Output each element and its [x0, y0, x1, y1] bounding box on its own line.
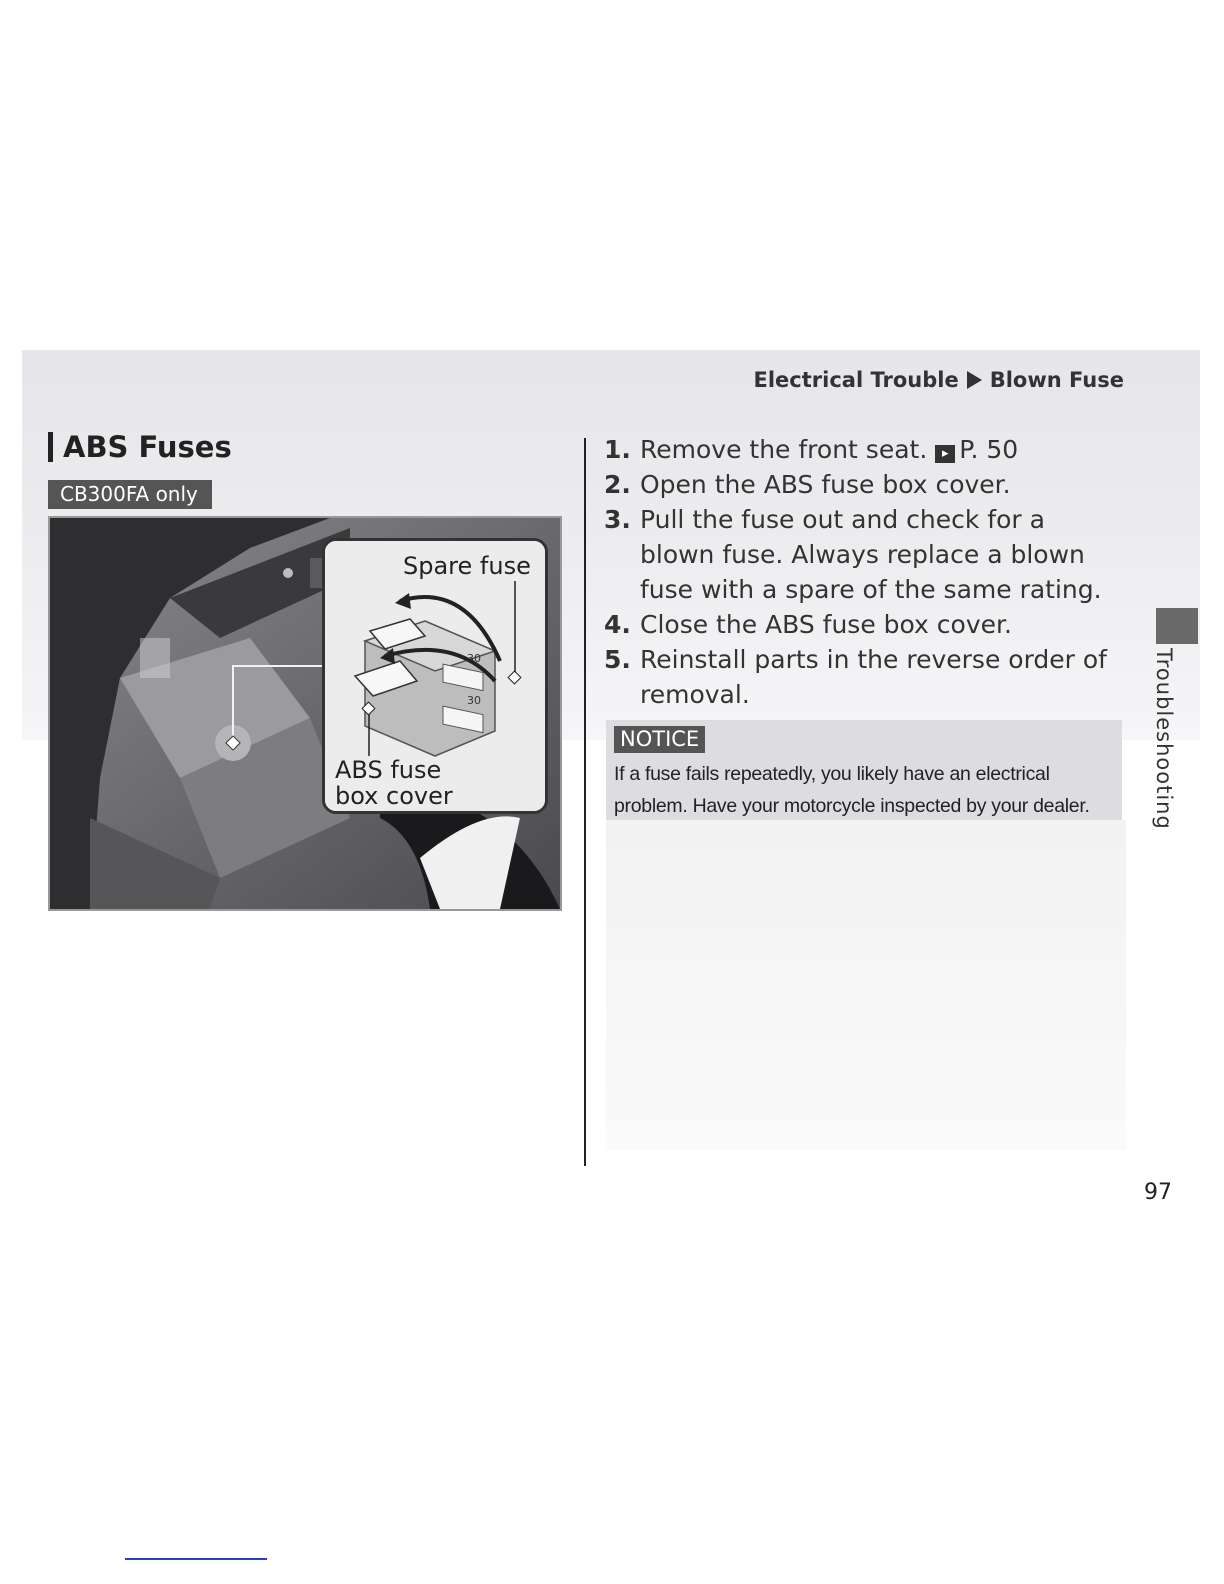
- step-text: Pull the fuse out and check for a blown fuse. Always replace a blown fuse with a spare of the same rating.: [640, 505, 1102, 604]
- abs-fuse-cover-label-line2: box cover: [335, 782, 453, 810]
- procedure-steps: [604, 432, 1124, 712]
- breadcrumb-arrow-icon: [967, 371, 982, 389]
- section-title-text: ABS Fuses: [63, 430, 232, 464]
- step-item: [604, 432, 1124, 467]
- notice-tag: NOTICE: [614, 726, 705, 753]
- notice-text: If a fuse fails repeatedly, you likely have an electrical problem. Have your motorcycle inspected by your dealer.: [614, 763, 1090, 817]
- breadcrumb: [754, 368, 1124, 392]
- step-item: [604, 642, 1124, 712]
- step-number: 2.: [604, 470, 631, 499]
- step-text: Reinstall parts in the reverse order of removal.: [640, 645, 1107, 709]
- bleed-through-area: [606, 820, 1126, 1150]
- column-divider: [584, 438, 586, 1166]
- model-badge: CB300FA only: [48, 480, 212, 509]
- step-text-body: Remove the front seat.: [640, 435, 928, 464]
- step-number: 4.: [604, 610, 631, 639]
- spare-fuse-label: Spare fuse: [403, 552, 531, 580]
- step-text: Close the ABS fuse box cover.: [640, 610, 1012, 639]
- page-number: 97: [1144, 1180, 1172, 1205]
- breadcrumb-current: Blown Fuse: [989, 368, 1124, 392]
- step-number: 3.: [604, 505, 631, 534]
- step-number: 1.: [604, 435, 631, 464]
- page-ref-icon: ▸: [935, 445, 955, 463]
- side-tab-label: Troubleshooting: [1152, 648, 1176, 830]
- page-ref-link[interactable]: P. 50: [959, 435, 1019, 464]
- fuse-rating-2: 30: [467, 694, 481, 707]
- fuse-rating-1: 30: [467, 652, 481, 665]
- abs-fuse-cover-label-line1: ABS fuse: [335, 756, 442, 784]
- step-number: 5.: [604, 645, 631, 674]
- step-item: [604, 607, 1124, 642]
- footer-rule: [125, 1558, 267, 1560]
- notice-box: [606, 720, 1122, 820]
- breadcrumb-parent: Electrical Trouble: [753, 368, 959, 392]
- section-marker-icon: [48, 432, 53, 462]
- fuse-box-callout: [322, 538, 548, 814]
- side-tab-marker[interactable]: [1156, 608, 1198, 644]
- step-text: Open the ABS fuse box cover.: [640, 470, 1011, 499]
- step-item: [604, 467, 1124, 502]
- section-title: [48, 430, 232, 464]
- step-text: [640, 432, 1018, 467]
- step-item: [604, 502, 1124, 607]
